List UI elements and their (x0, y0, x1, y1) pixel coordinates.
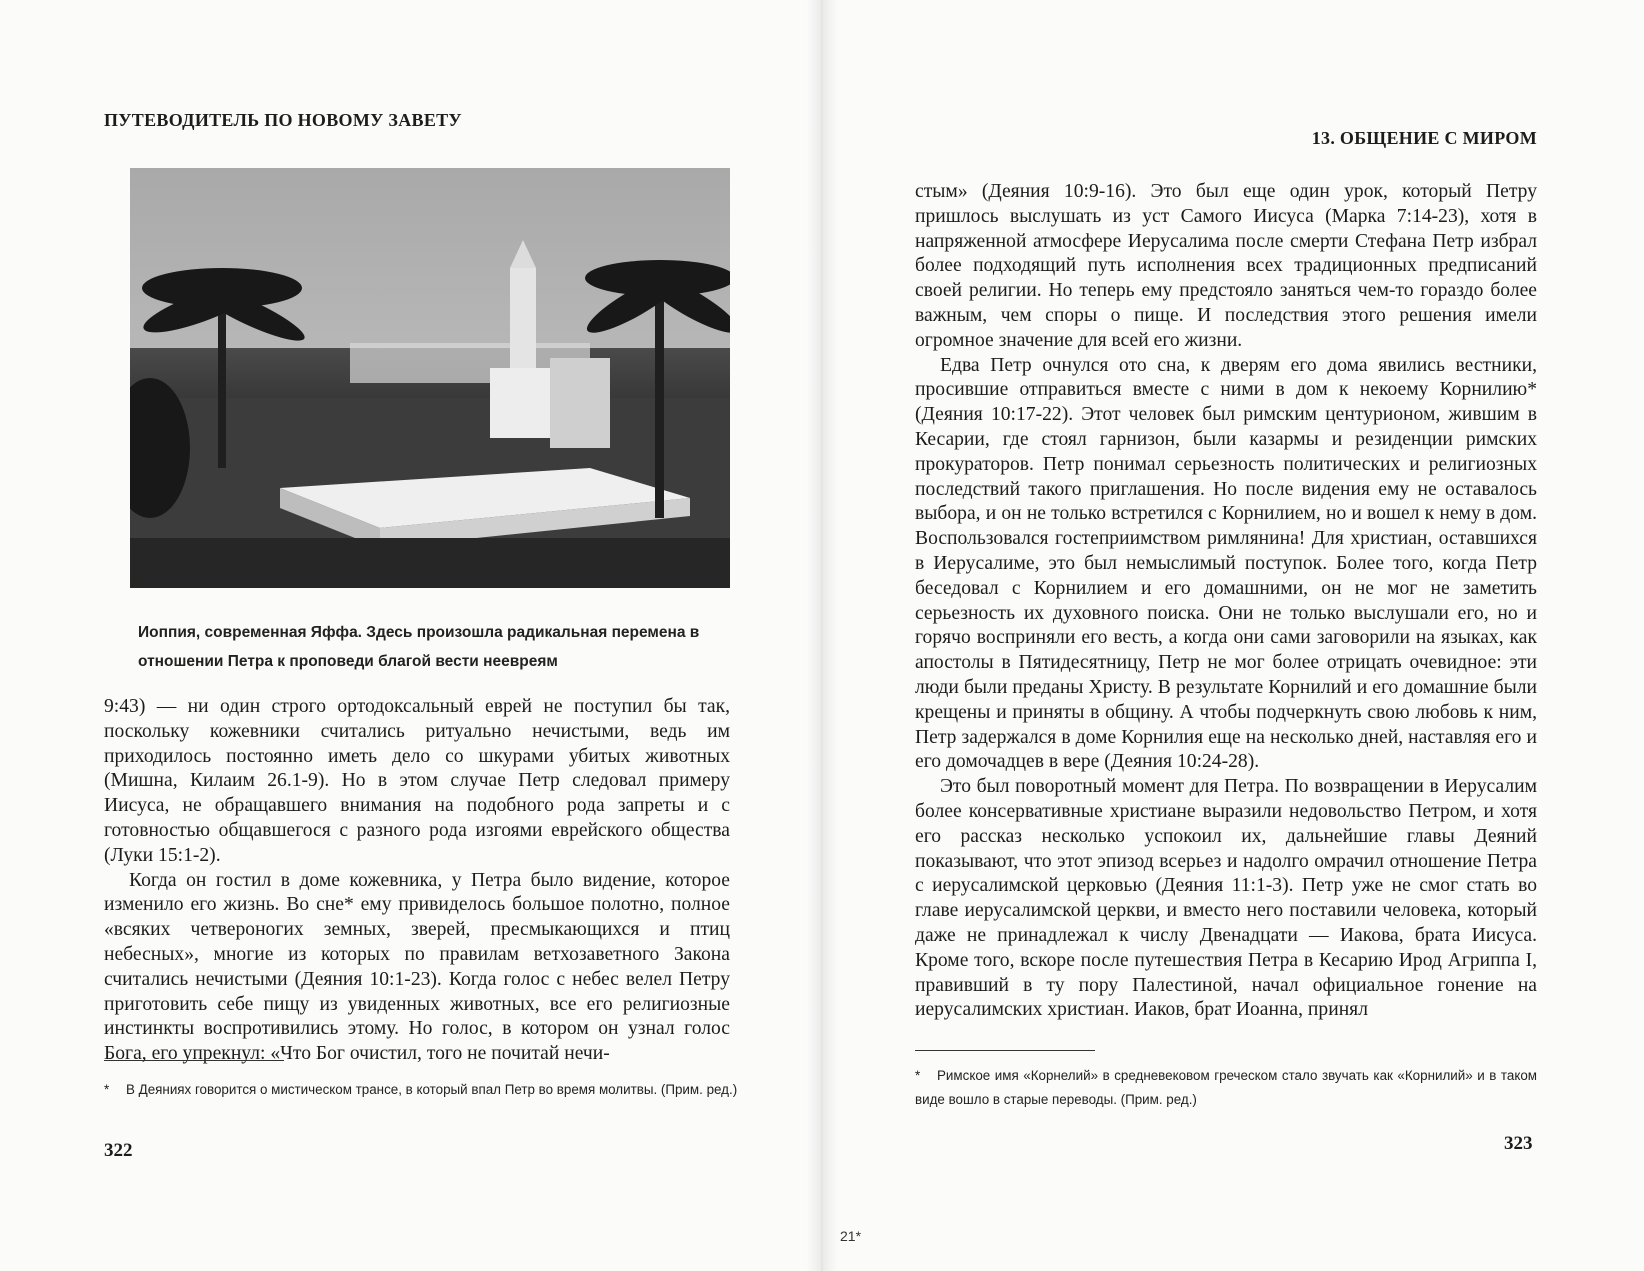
left-body-text (104, 695, 730, 1067)
footnote-rule (104, 1060, 284, 1061)
paragraph: стым» (Деяния 10:9-16). Это был еще один урок, который Петру пришлось выслушать из уст Самого Иисуса (Марка 7:14-23), хотя в напряженной атмосфере Иерусалима после смерти Стефана Петр избрал более подходящий путь исполнения всех традиционных предписаний своей религии. Но теперь ему предстояло заняться чем-то гораздо более важным, чем споры о пище. И последствия этого решения имели огромное значение для всей его жизни. (915, 181, 1537, 351)
right-body-text (915, 180, 1537, 1023)
running-head-left: ПУТЕВОДИТЕЛЬ ПО НОВОМУ ЗАВЕТУ (104, 110, 462, 130)
footnote-mark: * (104, 1082, 110, 1097)
footnote-right (915, 1064, 1537, 1112)
paragraph: 9:43) — ни один строго ортодоксальный еврей не поступил бы так, поскольку кожевники считались ритуально нечистыми, ведь им приходилось постоянно иметь дело со шкурами убитых животных (Мишна, Килаим 26.1-9). Но в этом случае Петр следовал примеру Иисуса, не обращавшего внимания на подобного рода запреты и с готовностью общавшегося с разного рода изгоями еврейского общества (Луки 15:1-2). (104, 696, 730, 866)
paragraph: Это был поворотный момент для Петра. По возвращении в Иерусалим более консервативные христиане выразили недовольство Петром, и хотя его рассказ несколько успокоил их, дальнейшие главы Деяний показывают, что этот эпизод всерьез и надолго омрачил отношение Петра с иерусалимской церковью (Деяния 11:1-3). Петр уже не смог стать во главе иерусалимской церкви, и вместо него поставили человека, который даже не принадлежал к числу Двенадцати — Иакова, брата Иисуса. Кроме того, вскоре после путешествия Петра в Кесарию Ирод Агриппа I, правивший в ту пору Палестиной, начал официальное гонение на иерусалимских христиан. Иаков, брат Иоанна, принял (915, 776, 1537, 1021)
page-number-right: 323 (1504, 1133, 1533, 1154)
photo-caption: Иоппия, современная Яффа. Здесь произошла радикальная перемена в отношении Петра к проповеди благой вести неевреям (138, 624, 700, 670)
footnote-text: В Деяниях говорится о мистическом трансе, в который впал Петр во время молитвы. (Прим. ред.) (126, 1082, 738, 1097)
signature-mark: 21* (840, 1228, 862, 1244)
footnote-rule (915, 1050, 1095, 1051)
paragraph: Едва Петр очнулся ото сна, к дверям его дома явились вестники, просившие отправиться вместе с ними в дом к некоему Корнилию* (Деяния 10:17-22). Этот человек был римским центурионом, жившим в Кесарии, где стоял гарнизон, были казармы и резиденции римских прокураторов. Петр понимал серьезность политических и религиозных последствий такого приглашения. Но после видения ему не оставалось выбора, и он не только встретился с Корнилием, но и вошел к нему в дом. Воспользовался гостеприимством римлянина! Для христиан, оставшихся в Иерусалиме, это был немыслимый поступок. Более того, когда Петр беседовал с Корнилием и его домашними, он не мог не заметить серьезность их духовного поиска. Они не только выслушали его, но и горячо восприняли его весть, а когда они сами заговорили на языках, как апостолы в Пятидесятницу, Петр не мог более отрицать очевидное: эти люди были преданы Христу. В результате Корнилий и его домашние были крещены и приняты в общину. А чтобы подчеркнуть свою любовь к ним, Петр задержался в доме Корнилия еще на несколько дней, наставляя его и его домочадцев в вере (Деяния 10:24-28). (915, 354, 1537, 773)
paragraph: Когда он гостил в доме кожевника, у Петра было видение, которое изменило его жизнь. Во сне* ему привиделось большое полотно, полное «всяких четвероногих земных, зверей, пресмыкающихся и птиц небесных», многие из которых по правилам ветхозаветного Закона считались нечистыми (Деяния 10:1-23). Когда голос с небес велел Петру приготовить себе пищу из увиденных животных, все его религиозные инстинкты воспротивились этому. Но голос, в котором он узнал голос Бога, его упрекнул: «Что Бог очистил, того не почитай нечи- (104, 869, 730, 1065)
running-head-right: 13. ОБЩЕНИЕ С МИРОМ (1311, 128, 1537, 148)
page-number-left: 322 (104, 1140, 133, 1161)
jaffa-photo (130, 168, 730, 588)
footnote-text: Римское имя «Корнелий» в средневековом греческом стало звучать как «Корнилий» и в таком виде вошло в старые переводы. (Прим. ред.) (915, 1068, 1537, 1107)
footnote-left (104, 1078, 744, 1102)
right-page (822, 0, 1644, 1271)
footnote-mark: * (915, 1068, 921, 1083)
